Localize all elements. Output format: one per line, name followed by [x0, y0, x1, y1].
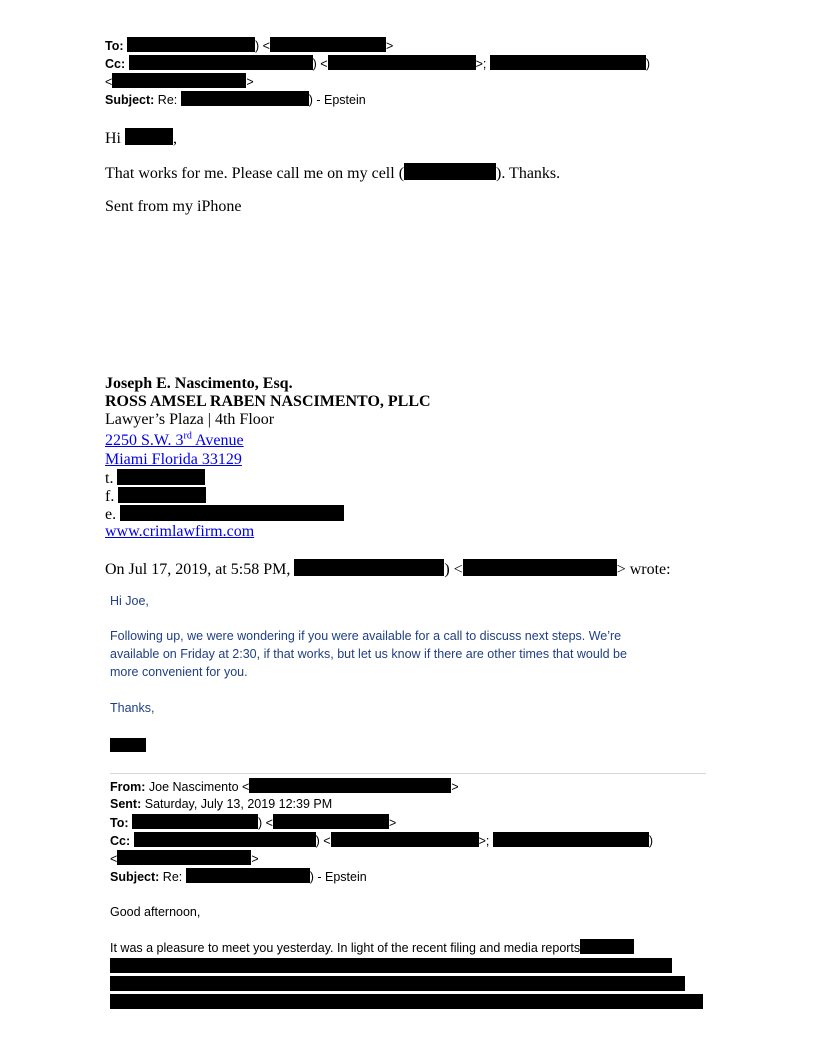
gt: >: [451, 780, 459, 794]
subject-line: [110, 868, 367, 885]
original-greeting: Good afternoon,: [110, 905, 201, 919]
cc-label: Cc:: [105, 57, 126, 71]
redaction: [129, 55, 313, 70]
original-line: [110, 939, 634, 957]
redaction: [294, 559, 444, 576]
website-link[interactable]: www.crimlawfirm.com: [105, 523, 255, 540]
street-pre: 2250 S.W. 3: [105, 432, 184, 449]
signature-firm: ROSS AMSEL RABEN NASCIMENTO, PLLC: [105, 393, 431, 410]
redaction: [120, 505, 344, 521]
from-line: [110, 778, 459, 795]
subject-suffix: ) - Epstein: [309, 870, 367, 884]
redaction: [127, 37, 255, 52]
gt: >: [388, 816, 397, 830]
email-line: [105, 505, 344, 524]
subject-label: Subject:: [105, 93, 155, 107]
subject-label: Subject:: [110, 870, 160, 884]
quote-para-line: available on Friday at 2:30, if that works, but let us know if there are other times that would be: [110, 647, 627, 661]
divider: [110, 773, 706, 774]
paren-lt: ) <: [258, 816, 273, 830]
phone-line: [105, 469, 205, 488]
redaction: [110, 976, 685, 991]
redaction: [112, 73, 246, 88]
redaction: [134, 832, 316, 847]
redaction: [493, 832, 649, 847]
fax-line: [105, 487, 206, 506]
quote-para-line: more convenient for you.: [110, 665, 248, 679]
intro-mid: ) <: [444, 561, 463, 578]
signature-name: Joseph E. Nascimento, Esq.: [105, 375, 293, 392]
reply-greeting: [105, 128, 177, 148]
redaction: [328, 55, 476, 70]
greeting-suffix: ,: [173, 130, 177, 147]
reply-line-prefix: That works for me. Please call me on my cell (: [105, 165, 405, 182]
sent-from: Sent from my iPhone: [105, 198, 242, 215]
greeting-prefix: Hi: [105, 130, 121, 147]
gt: >: [251, 852, 259, 866]
subject-prefix: Re:: [157, 93, 178, 107]
sent-line: [110, 796, 332, 812]
paren-lt: ) <: [255, 39, 270, 53]
redaction: [186, 868, 310, 883]
reply-line: [105, 163, 560, 183]
redaction: [463, 559, 617, 576]
cc-line-continued: [105, 73, 254, 90]
gt: >: [385, 39, 394, 53]
close-paren: ): [645, 57, 651, 71]
redaction: [181, 91, 309, 106]
quote-thanks: Thanks,: [110, 701, 155, 715]
gt-semicolon: >;: [478, 834, 490, 848]
subject-prefix: Re:: [162, 870, 183, 884]
redaction: [110, 738, 146, 752]
lt: <: [105, 75, 113, 89]
to-line: [110, 814, 396, 831]
intro-prefix: On Jul 17, 2019, at 5:58 PM,: [105, 561, 291, 578]
t-label: t.: [105, 470, 114, 487]
quote-greeting: Hi Joe,: [110, 594, 149, 608]
sent-value: Saturday, July 13, 2019 12:39 PM: [144, 797, 333, 811]
cc-line-continued: [110, 850, 259, 867]
address-city-link[interactable]: Miami Florida 33129: [105, 451, 242, 468]
redaction: [110, 994, 703, 1009]
cc-line: [105, 55, 650, 72]
redaction: [490, 55, 646, 70]
redaction: [273, 814, 389, 829]
intro-suffix: > wrote:: [616, 561, 671, 578]
redaction: [404, 163, 496, 180]
redaction: [270, 37, 386, 52]
subject-line: [105, 91, 366, 108]
from-name: Joe Nascimento <: [148, 780, 250, 794]
e-label: e.: [105, 506, 117, 523]
redaction: [117, 469, 205, 485]
address-street-link[interactable]: [105, 432, 244, 450]
cc-label: Cc:: [110, 834, 131, 848]
redaction: [132, 814, 258, 829]
cc-line: [110, 832, 653, 849]
gt-semicolon: >;: [475, 57, 487, 71]
to-label: To:: [110, 816, 129, 830]
signature-office: Lawyer’s Plaza | 4th Floor: [105, 411, 275, 428]
street-sup: rd: [183, 430, 192, 442]
redaction: [110, 958, 672, 973]
redaction: [331, 832, 479, 847]
to-label: To:: [105, 39, 124, 53]
paren-lt: ) <: [315, 834, 331, 848]
redaction: [580, 939, 634, 954]
f-label: f.: [105, 488, 115, 505]
redaction: [118, 487, 206, 503]
to-line: [105, 37, 393, 54]
from-label: From:: [110, 780, 146, 794]
quote-intro: [105, 559, 671, 579]
close-paren: ): [648, 834, 654, 848]
sent-label: Sent:: [110, 797, 142, 811]
paren-lt: ) <: [312, 57, 328, 71]
redaction: [125, 128, 173, 145]
street-post: Avenue: [191, 432, 244, 449]
quote-para-line: Following up, we were wondering if you were available for a call to discuss next steps. We’re: [110, 629, 622, 643]
reply-line-suffix: ). Thanks.: [496, 165, 561, 182]
subject-suffix: ) - Epstein: [308, 93, 366, 107]
lt: <: [110, 852, 118, 866]
redaction: [117, 850, 251, 865]
redaction: [249, 778, 451, 793]
gt: >: [246, 75, 254, 89]
original-line-text: It was a pleasure to meet you yesterday. In light of the recent filing and media reports: [110, 941, 581, 955]
